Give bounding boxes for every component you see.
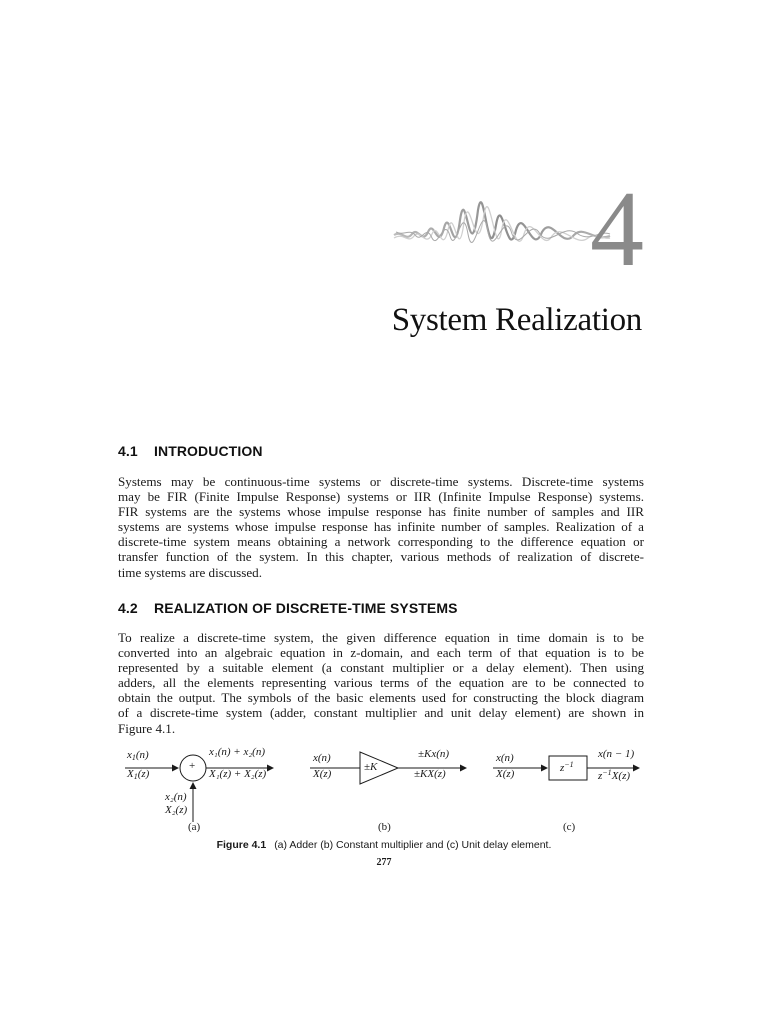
introduction-paragraph — [118, 474, 644, 580]
adder-symbol: + — [189, 760, 196, 772]
figure-caption — [0, 839, 768, 851]
paragraph-line: of a discrete-time system (adder, constant multiplier and unit delay element) are shown in — [118, 705, 644, 721]
paragraph-line: adders, all the elements representing various terms of the equation are to be connected to — [118, 675, 644, 691]
section-number: 4.1 — [118, 443, 138, 459]
multiplier-output-time-label: ±Kx(n) — [418, 748, 450, 760]
section-number: 4.2 — [118, 600, 138, 616]
multiplier-input-z-label: X(z) — [313, 768, 332, 780]
waveform-decoration-icon — [392, 170, 612, 285]
figure-b-caption: (b) — [378, 821, 391, 833]
chapter-title: System Realization — [391, 302, 642, 338]
multiplier-output-z-label: ±KX(z) — [414, 768, 446, 780]
figure-caption-text: (a) Adder (b) Constant multiplier and (c) Unit delay element. — [274, 839, 552, 851]
delay-output-z-label: $z^{-1}X(z)$ — [598, 768, 631, 782]
paragraph-line: may be FIR (Finite Impulse Response) systems or IIR (Infinite Impulse Response) systems. — [118, 489, 644, 505]
figure-a-caption: (a) — [188, 821, 201, 833]
paragraph-line: Figure 4.1. — [118, 720, 176, 736]
adder-input1-time-label: $x_1(n)$ — [127, 749, 149, 762]
delay-input-time-label: x(n) — [496, 752, 514, 764]
paragraph-line: represented by a suitable element (a constant multiplier or a delay element). Then using — [118, 660, 644, 676]
paragraph-line: To realize a discrete-time system, the given difference equation in time domain is to be — [118, 630, 644, 645]
adder-output-time-label: x₁(n) + x₂(n) — [209, 746, 265, 758]
adder-output-z-label: X₁(z) + X₂(z) — [209, 768, 267, 780]
multiplier-gain-label: ±K — [364, 761, 378, 773]
paragraph-line: systems are systems whose impulse response has infinite number of samples. Realization of a — [118, 519, 644, 535]
page-number: 277 — [376, 857, 392, 868]
adder-input2-time-label: x₂(n) — [165, 791, 187, 803]
section-heading-realization — [118, 600, 458, 616]
section-title: INTRODUCTION — [154, 443, 263, 459]
chapter-number: 4 — [590, 170, 644, 289]
delay-output-time-label: x(n − 1) — [598, 748, 635, 760]
figure-caption-label: Figure 4.1 — [216, 839, 267, 851]
section-title: REALIZATION OF DISCRETE-TIME SYSTEMS — [154, 600, 458, 616]
paragraph-line: Systems may be continuous-time systems or discrete-time systems. Discrete-time systems — [118, 474, 644, 489]
realization-paragraph — [118, 630, 644, 736]
paragraph-line: transfer function of the system. In this chapter, various methods of realization of discrete- — [118, 549, 644, 565]
adder-input1-z-label: $X_1(z)$ — [127, 768, 150, 781]
paragraph-line: FIR systems are the systems whose impulse response has finite number of samples and IIR — [118, 504, 644, 520]
delay-block-label: $z^{-1}$ — [560, 760, 574, 774]
adder-input2-z-label: X₂(z) — [165, 804, 188, 816]
section-heading-introduction — [118, 443, 263, 459]
multiplier-input-time-label: x(n) — [313, 752, 331, 764]
paragraph-line: obtain the output. The symbols of the basic elements used for constructing the block diagram — [118, 690, 644, 706]
paragraph-line: discrete-time system means obtaining a network corresponding to the difference equation or — [118, 534, 644, 550]
figure-c-caption: (c) — [563, 821, 576, 833]
delay-input-z-label: X(z) — [496, 768, 515, 780]
paragraph-line: time systems are discussed. — [118, 564, 263, 580]
paragraph-line: converted into an algebraic equation in z-domain, and each term of that equation is to be — [118, 645, 644, 661]
